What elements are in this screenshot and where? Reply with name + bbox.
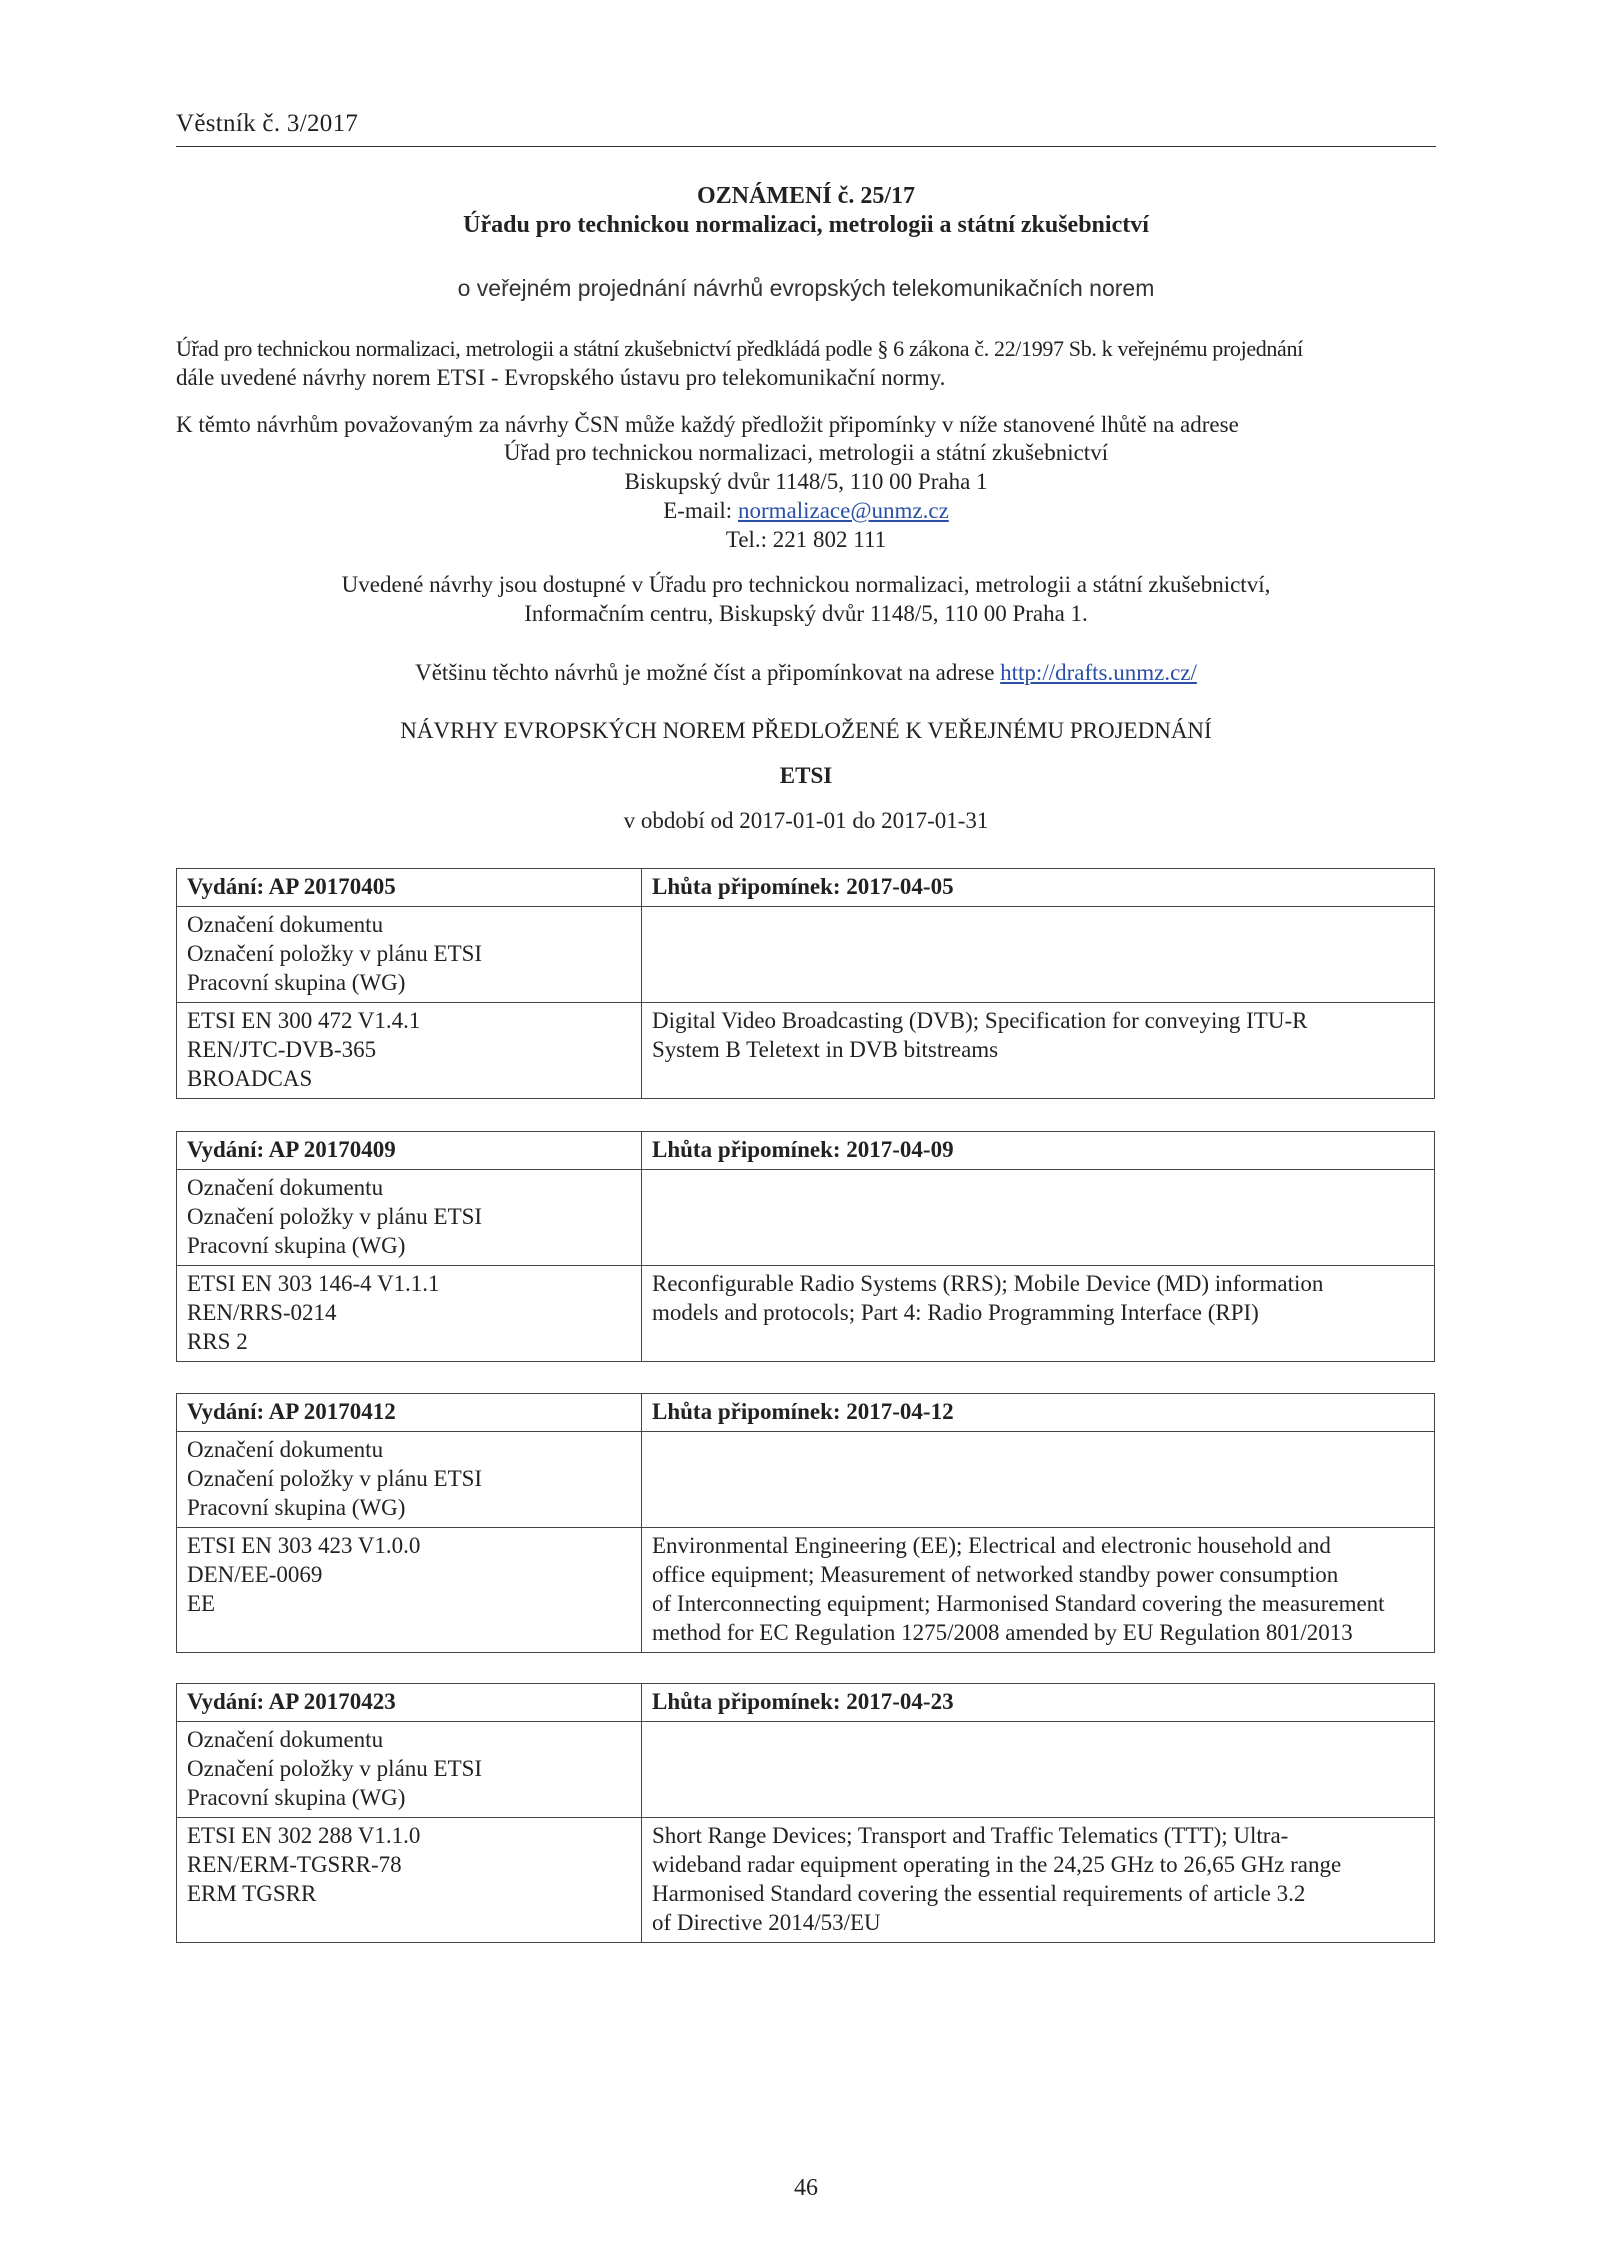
description-line: Harmonised Standard covering the essential requirements of article 3.2 [652,1881,1306,1906]
standard-table [176,1683,1435,1943]
empty-cell [642,1722,1435,1818]
identifiers-cell [177,1528,642,1653]
label-document: Označení dokumentu [187,1437,384,1462]
deadline-cell: Lhůta připomínek: 2017-04-09 [642,1132,1435,1170]
email-line [176,496,1436,525]
table-header-row [177,1684,1435,1722]
label-plan-item: Označení položky v plánu ETSI [187,1756,483,1781]
description-line: wideband radar equipment operating in the 24,25 GHz to 26,65 GHz range [652,1852,1342,1877]
label-plan-item: Označení položky v plánu ETSI [187,1204,483,1229]
announcement-topic: o veřejném projednání návrhů evropských telekomunikačních norem [457,275,1155,301]
edition-cell: Vydání: AP 20170423 [177,1684,642,1722]
announcement-subtitle: Úřadu pro technickou normalizaci, metrologii a státní zkušebnictví [463,212,1149,238]
period-line: v období od 2017-01-01 do 2017-01-31 [623,808,989,833]
description-line: of Interconnecting equipment; Harmonised Standard covering the measurement [652,1591,1385,1616]
plan-item-id: DEN/EE-0069 [187,1562,323,1587]
intro-paragraph [176,334,1436,392]
deadline-cell: Lhůta připomínek: 2017-04-12 [642,1394,1435,1432]
working-group: EE [187,1591,216,1616]
address-line-2: Biskupský dvůr 1148/5, 110 00 Praha 1 [624,469,988,494]
plan-item-id: REN/RRS-0214 [187,1300,337,1325]
description-line: office equipment; Measurement of networked standby power consumption [652,1562,1339,1587]
description-line: Short Range Devices; Transport and Traffic Telematics (TTT); Ultra- [652,1823,1289,1848]
comments-line: K těmto návrhům považovaným za návrhy ČSN může každý předložit připomínky v níže stanovené lhůtě na adrese [176,412,1239,437]
labels-cell [177,1432,642,1528]
document-id: ETSI EN 303 423 V1.0.0 [187,1533,421,1558]
identifiers-cell [177,1003,642,1099]
description-line: models and protocols; Part 4: Radio Programming Interface (RPI) [652,1300,1259,1325]
standard-table [176,1131,1435,1362]
empty-cell [642,1170,1435,1266]
labels-row [177,907,1435,1003]
label-working-group: Pracovní skupina (WG) [187,1233,406,1258]
label-document: Označení dokumentu [187,912,384,937]
table-row [177,1266,1435,1362]
plan-item-id: REN/ERM-TGSRR-78 [187,1852,402,1877]
standard-table [176,1393,1435,1653]
table-row [177,1528,1435,1653]
table-row [177,1003,1435,1099]
edition-cell: Vydání: AP 20170409 [177,1132,642,1170]
description-cell [642,1528,1435,1653]
email-link[interactable]: normalizace@unmz.cz [737,498,949,523]
description-line: Reconfigurable Radio Systems (RRS); Mobile Device (MD) information [652,1271,1324,1296]
document-id: ETSI EN 303 146-4 V1.1.1 [187,1271,440,1296]
labels-cell [177,1170,642,1266]
label-document: Označení dokumentu [187,1175,384,1200]
availability-line-2: Informačním centru, Biskupský dvůr 1148/5, 110 00 Praha 1. [524,601,1088,626]
description-cell [642,1818,1435,1943]
labels-cell [177,1722,642,1818]
journal-title: Věstník č. 3/2017 [176,110,359,137]
availability-paragraph [176,570,1436,628]
empty-cell [642,907,1435,1003]
email-label: E-mail: [663,498,738,523]
page-header [176,110,1436,147]
working-group: ERM TGSRR [187,1881,317,1906]
table-header-row [177,1394,1435,1432]
online-text: Většinu těchto návrhů je možné číst a připomínkovat na adrese [415,660,1001,685]
labels-row [177,1722,1435,1818]
labels-cell [177,907,642,1003]
description-cell [642,1266,1435,1362]
drafts-link[interactable]: http://drafts.unmz.cz/ [1000,660,1197,685]
labels-row [177,1170,1435,1266]
deadline-cell: Lhůta připomínek: 2017-04-05 [642,869,1435,907]
label-document: Označení dokumentu [187,1727,384,1752]
intro-line-1: Úřad pro technickou normalizaci, metrologii a státní zkušebnictví předkládá podle § 6 zákona č. 22/1997 Sb. k veřejnému projednání [176,336,1303,361]
address-line-1: Úřad pro technickou normalizaci, metrologii a státní zkušebnictví [503,440,1109,465]
organization-heading: ETSI [779,763,833,788]
label-plan-item: Označení položky v plánu ETSI [187,1466,483,1491]
document-id: ETSI EN 302 288 V1.1.0 [187,1823,421,1848]
working-group: BROADCAS [187,1066,313,1091]
address-block [176,438,1436,554]
label-working-group: Pracovní skupina (WG) [187,1785,406,1810]
page-number: 46 [794,2175,818,2201]
description-line: Environmental Engineering (EE); Electrical and electronic household and [652,1533,1331,1558]
document-id: ETSI EN 300 472 V1.4.1 [187,1008,421,1033]
plan-item-id: REN/JTC-DVB-365 [187,1037,377,1062]
description-line: Digital Video Broadcasting (DVB); Specification for conveying ITU-R [652,1008,1308,1033]
description-line: of Directive 2014/53/EU [652,1910,881,1935]
table-header-row [177,869,1435,907]
labels-row [177,1432,1435,1528]
phone-line: Tel.: 221 802 111 [725,527,887,552]
announcement-title: OZNÁMENÍ č. 25/17 [697,183,915,209]
description-line: System B Teletext in DVB bitstreams [652,1037,999,1062]
edition-cell: Vydání: AP 20170412 [177,1394,642,1432]
intro-line-2: dále uvedené návrhy norem ETSI - Evropského ústavu pro telekomunikační normy. [176,365,946,390]
label-working-group: Pracovní skupina (WG) [187,1495,406,1520]
section-heading: NÁVRHY EVROPSKÝCH NOREM PŘEDLOŽENÉ K VEŘEJNÉMU PROJEDNÁNÍ [400,718,1212,743]
identifiers-cell [177,1266,642,1362]
table-header-row [177,1132,1435,1170]
standard-table [176,868,1435,1099]
edition-cell: Vydání: AP 20170405 [177,869,642,907]
description-line: method for EC Regulation 1275/2008 amended by EU Regulation 801/2013 [652,1620,1353,1645]
identifiers-cell [177,1818,642,1943]
availability-line-1: Uvedené návrhy jsou dostupné v Úřadu pro technickou normalizaci, metrologii a státní zkušebnictví, [341,572,1271,597]
empty-cell [642,1432,1435,1528]
working-group: RRS 2 [187,1329,248,1354]
label-plan-item: Označení položky v plánu ETSI [187,941,483,966]
table-row [177,1818,1435,1943]
online-line [176,660,1436,686]
description-cell [642,1003,1435,1099]
deadline-cell: Lhůta připomínek: 2017-04-23 [642,1684,1435,1722]
label-working-group: Pracovní skupina (WG) [187,970,406,995]
